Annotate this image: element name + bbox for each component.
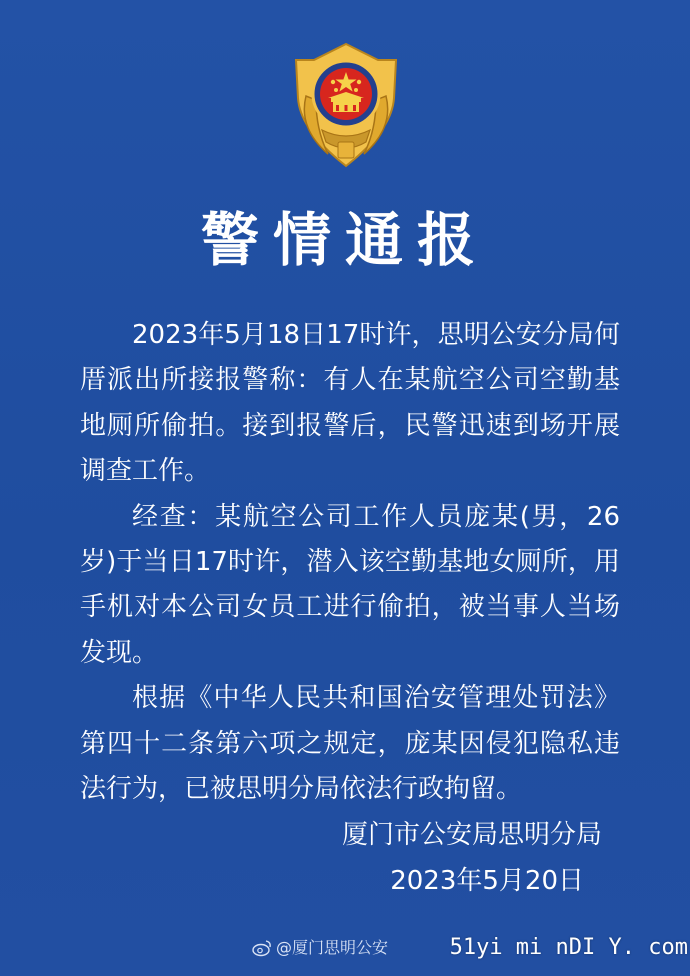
weibo-handle: @厦门思明公安 [276, 938, 389, 957]
paragraph-penalty: 根据《中华人民共和国治安管理处罚法》第四十二条第六项之规定，庞某因侵犯隐私违法行为，已被思明分局依法行政拘留。 [80, 683, 620, 805]
paragraph-report: 2023年5月18日17时许，思明公安分局何厝派出所接报警称：有人在某航空公司空勤基地厕所偷拍。接到报警后，民警迅速到场开展调查工作。 [80, 320, 620, 487]
issue-date: 2023年5月20日 [390, 866, 584, 896]
issuer-name: 厦门市公安局思明分局 [341, 820, 602, 850]
weibo-credit [252, 936, 388, 960]
site-watermark: 51yi mi nDI Y. com [449, 935, 688, 960]
weibo-icon [252, 939, 272, 957]
police-emblem-icon [276, 38, 416, 178]
notice-body [80, 313, 620, 812]
signature-block [342, 812, 602, 904]
paragraph-investigation: 经查：某航空公司工作人员庞某(男，26岁)于当日17时许，潜入该空勤基地女厕所，用手机对本公司女员工进行偷拍，被当事人当场发现。 [80, 501, 620, 668]
notice-title: 警情通报 [200, 206, 489, 274]
